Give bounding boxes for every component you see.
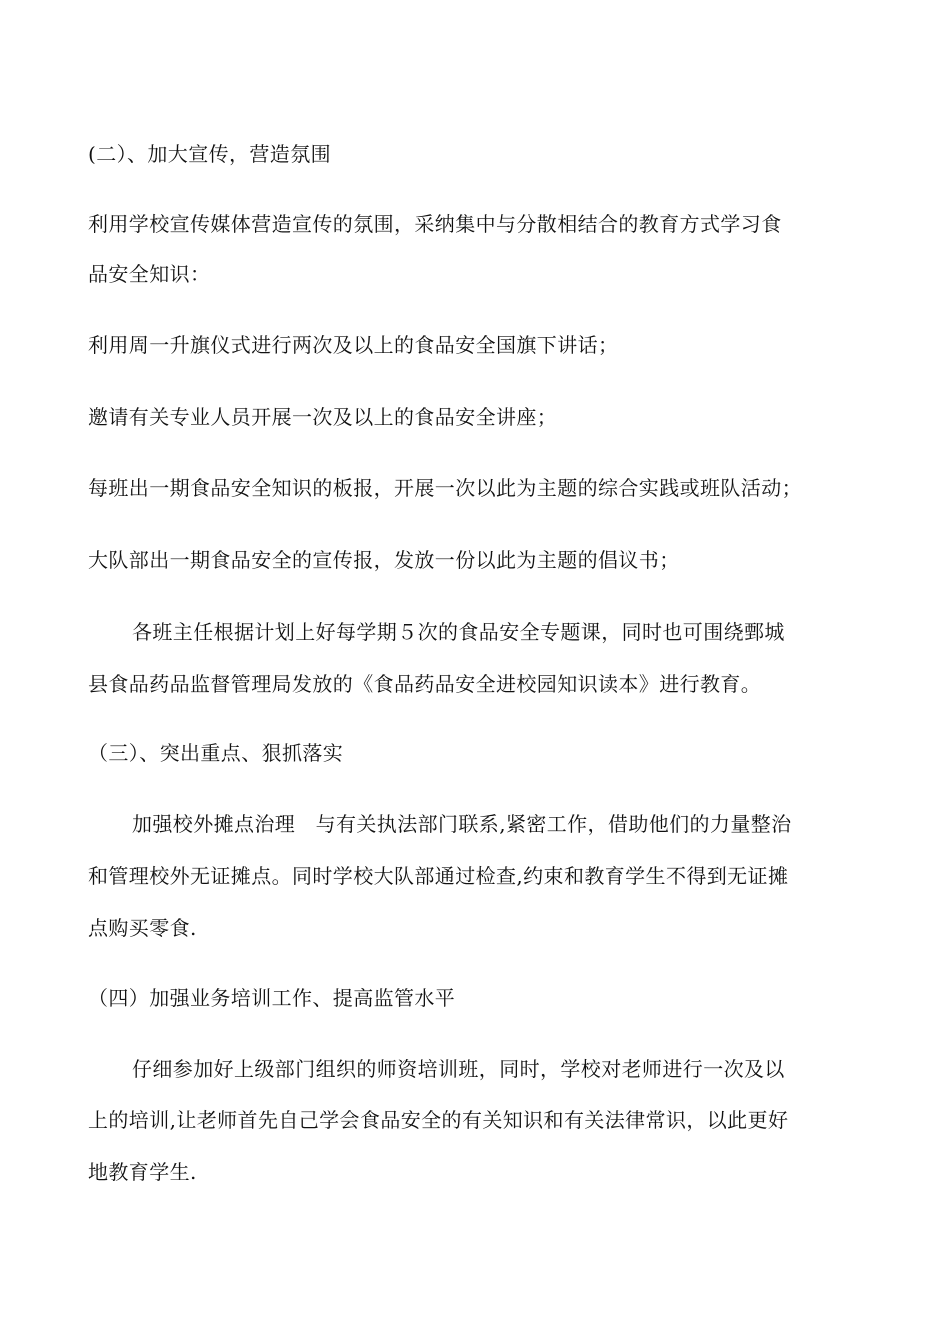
section-2-item-1: 利用周一升旗仪式进行两次及以上的食品安全国旗下讲话； [88,333,619,357]
section-4-paragraph-line-1: 仔细参加好上级部门组织的师资培训班，同时，学校对老师进行一次及以 [132,1057,785,1081]
section-2-intro-line-1: 利用学校宣传媒体营造宣传的氛围，采纳集中与分散相结合的教育方式学习食 [88,212,782,236]
section-3-paragraph-line-1: 加强校外摊点治理 与有关执法部门联系,紧密工作，借助他们的力量整治 [132,812,792,836]
section-2-heading: (二）、加大宣传，营造氛围 [88,142,332,166]
section-3-paragraph-line-3: 点购买零食. [88,916,197,940]
section-4-heading: （四）加强业务培训工作、提高监管水平 [88,986,456,1010]
section-4-paragraph-line-2: 上的培训,让老师首先自己学会食品安全的有关知识和有关法律常识，以此更好 [88,1108,789,1132]
section-4-paragraph-line-3: 地教育学生. [88,1160,197,1184]
section-2-item-4: 大队部出一期食品安全的宣传报，发放一份以此为主题的倡议书； [88,548,680,572]
section-2-item-2: 邀请有关专业人员开展一次及以上的食品安全讲座； [88,405,558,429]
section-2-paragraph-line-2: 县食品药品监督管理局发放的《食品药品安全进校园知识读本》进行教育。 [88,672,762,696]
section-3-heading: （三）、突出重点、狠抓落实 [88,741,344,765]
section-3-paragraph-line-2: 和管理校外无证摊点。同时学校大队部通过检查,约束和教育学生不得到无证摊 [88,864,789,888]
section-2-intro-line-2: 品安全知识： [88,262,211,286]
section-2-paragraph-line-1: 各班主任根据计划上好每学期５次的食品安全专题课，同时也可围绕鄄城 [132,620,785,644]
section-2-item-3: 每班出一期食品安全知识的板报，开展一次以此为主题的综合实践或班队活动； [88,476,802,500]
